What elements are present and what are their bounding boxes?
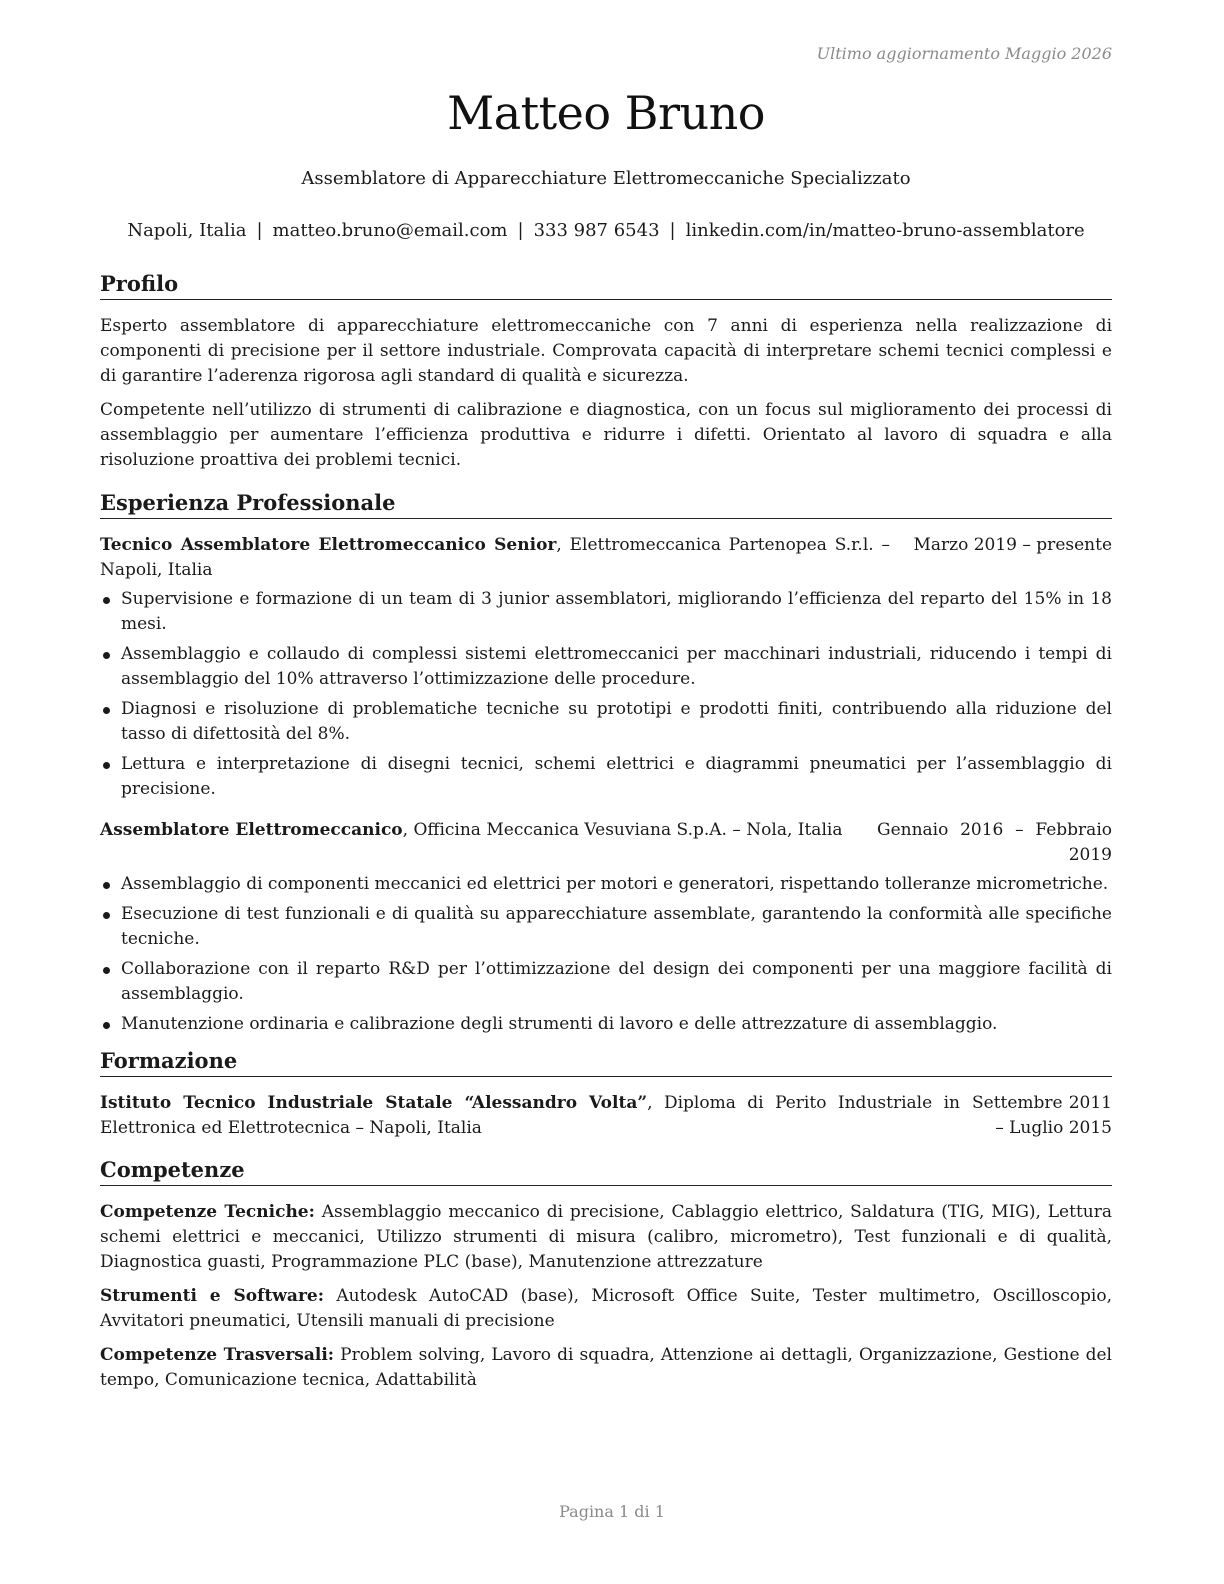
job-header	[100, 818, 1112, 868]
education-degree: , Diploma di Perito Industriale in Elettronica ed Elettrotecnica – Napoli, Italia	[100, 1093, 960, 1138]
job-dates: Marzo 2019 – presente	[913, 535, 1112, 555]
skill-group-text: Assemblaggio meccanico di precisione, Cablaggio elettrico, Saldatura (TIG, MIG), Lettura schemi elettrici e meccanici, Utilizzo strumenti di misura (calibro, micrometro), Test funzionali e di qualità, Diagnostica guasti, Programmazione PLC (base), Manutenzione attrezzature	[100, 1202, 1112, 1272]
job-role: Tecnico Assemblatore Elettromeccanico Senior	[100, 535, 557, 555]
last-updated-note: Ultimo aggiornamento Maggio 2026	[816, 44, 1112, 63]
job-bullet: Manutenzione ordinaria e calibrazione degli strumenti di lavoro e delle attrezzature di assemblaggio.	[100, 1012, 1112, 1037]
job-bullet: Lettura e interpretazione di disegni tecnici, schemi elettrici e diagrammi pneumatici per l’assemblaggio di precisione.	[100, 752, 1112, 802]
job-role: Assemblatore Elettromeccanico	[100, 820, 403, 840]
contact-location: Napoli, Italia	[127, 220, 247, 241]
education-line	[100, 1091, 960, 1141]
profile-paragraph: Esperto assemblatore di apparecchiature elettromeccaniche con 7 anni di esperienza nella realizzazione di componenti di precisione per il settore industriale. Comprovata capacità di interpretare schemi tecnici complessi e di garantire l’aderenza rigorosa agli standard di qualità e sicurezza.	[100, 316, 1112, 386]
section-title-experience: Esperienza Professionale	[100, 489, 1112, 519]
profile-section	[100, 270, 1112, 473]
section-title-profile: Profilo	[100, 270, 1112, 300]
job-bullet: Supervisione e formazione di un team di 3 junior assemblatori, migliorando l’efficienza del reparto del 15% in 18 mesi.	[100, 587, 1112, 637]
contact-phone: 333 987 6543	[533, 220, 660, 241]
job-bullets	[100, 587, 1112, 802]
job-dates: Gennaio 2016 – Febbraio 2019	[877, 820, 1112, 865]
contact-linkedin[interactable]: linkedin.com/in/matteo-bruno-assemblatore	[685, 220, 1085, 241]
contact-email[interactable]: matteo.bruno@email.com	[272, 220, 508, 241]
job-entry	[100, 818, 1112, 1037]
job-bullets	[100, 872, 1112, 1037]
job-bullet: Collaborazione con il reparto R&D per l’ottimizzazione del design dei componenti per una maggiore facilità di assemblaggio.	[100, 957, 1112, 1007]
job-title-line	[100, 533, 890, 583]
skill-group-label: Strumenti e Software:	[100, 1286, 324, 1306]
skill-group-text: Problem solving, Lavoro di squadra, Attenzione ai dettagli, Organizzazione, Gestione del tempo, Comunicazione tecnica, Adattabilità	[100, 1345, 1112, 1390]
contact-separator: |	[256, 220, 263, 241]
professional-headline: Assemblatore di Apparecchiature Elettromeccaniche Specializzato	[301, 168, 911, 189]
job-entry	[100, 533, 1112, 802]
skills-section	[100, 1156, 1112, 1402]
section-title-skills: Competenze	[100, 1156, 1112, 1186]
education-entry	[100, 1091, 1112, 1141]
education-section	[100, 1047, 1112, 1141]
profile-paragraph: Competente nell’utilizzo di strumenti di calibrazione e diagnostica, con un focus sul miglioramento dei processi di assemblaggio per aumentare l’efficienza produttiva e ridurre i difetti. Orientato al lavoro di squadra e alla risoluzione proattiva dei problemi tecnici.	[100, 400, 1112, 470]
education-school: Istituto Tecnico Industriale Statale “Alessandro Volta”	[100, 1093, 648, 1113]
job-bullet: Diagnosi e risoluzione di problematiche tecniche su prototipi e prodotti finiti, contribuendo alla riduzione del tasso di difettosità del 8%.	[100, 697, 1112, 747]
contact-separator: |	[669, 220, 676, 241]
page-number: Pagina 1 di 1	[559, 1502, 665, 1521]
job-header	[100, 533, 1112, 583]
candidate-name: Matteo Bruno	[447, 86, 765, 140]
job-title-line	[100, 818, 860, 843]
job-bullet: Esecuzione di test funzionali e di qualità su apparecchiature assemblate, garantendo la conformità alle specifiche tecniche.	[100, 902, 1112, 952]
skill-group-label: Competenze Tecniche:	[100, 1202, 315, 1222]
job-bullet: Assemblaggio di componenti meccanici ed elettrici per motori e generatori, rispettando tolleranze micrometriche.	[100, 872, 1112, 897]
job-company: , Officina Meccanica Vesuviana S.p.A. – Nola, Italia	[402, 820, 843, 840]
job-company: , Elettromeccanica Partenopea S.r.l. – Napoli, Italia	[100, 535, 891, 580]
contact-separator: |	[517, 220, 524, 241]
skill-group-label: Competenze Trasversali:	[100, 1345, 335, 1365]
skill-group	[100, 1343, 1112, 1393]
section-title-education: Formazione	[100, 1047, 1112, 1077]
contact-bar	[100, 220, 1112, 241]
skill-group-text: Autodesk AutoCAD (base), Microsoft Office Suite, Tester multimetro, Oscilloscopio, Avvitatori pneumatici, Utensili manuali di precisione	[100, 1286, 1112, 1331]
education-dates: Settembre 2011 – Luglio 2015	[972, 1093, 1112, 1138]
skill-group	[100, 1200, 1112, 1275]
job-bullet: Assemblaggio e collaudo di complessi sistemi elettromeccanici per macchinari industriali, riducendo i tempi di assemblaggio del 10% attraverso l’ottimizzazione delle procedure.	[100, 642, 1112, 692]
experience-section	[100, 489, 1112, 1042]
skill-group	[100, 1284, 1112, 1334]
